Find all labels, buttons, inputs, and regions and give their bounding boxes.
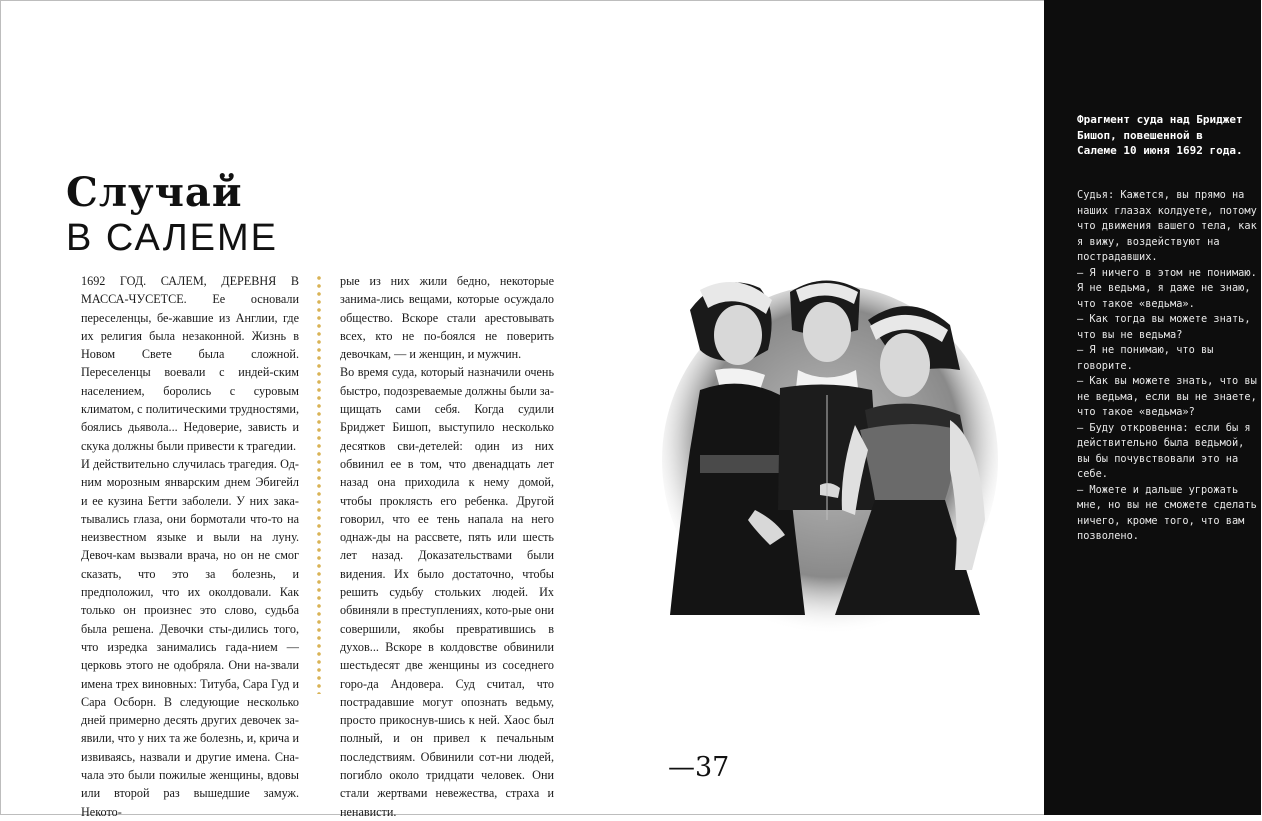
page-title xyxy=(66,170,278,260)
sidebar-heading: Фрагмент суда над Бриджет Бишоп, повешенной в Салеме 10 июня 1692 года. xyxy=(1077,113,1243,158)
page-number: —37 xyxy=(668,752,730,783)
column2-paragraph-2: Во время суда, который назначили очень быстро, подозреваемые должны были за-щищать сами себя. Когда судили Бриджет Бишоп, выступило несколько десятков сви-детелей: один из них обвинил ее в том, что двенадцать лет назад она приходила к нему домой, чтобы проклясть его ребенка. Другой говорил, что ее тень напала на него однаж-ды на рассвете, пять или шесть лет назад. Доказательствами были видения. Их было достаточно, чтобы решить судьбу стольких людей. Их обвиняли в преступлениях, кото-рые они совершили, якобы превратившись в духов... Вскоре в колдовстве обвинили шестьдесят две женщины из соседнего горо-да Андовера. Суд считал, что пострадавшие могут опознать ведьму, просто прикоснув-шись к ней. Хаос был полный, и он привел к печальным последствиям. Обвинили сот-ни людей, погибло около тридцати человек. Они стали жертвами невежества, страха и ненависти. xyxy=(340,365,554,819)
title-line-2: В САЛЕМЕ xyxy=(66,217,278,259)
title-line-1: Случай xyxy=(66,169,243,216)
sidebar-dialogue xyxy=(1077,188,1257,545)
column1-paragraph-1: 1692 ГОД. САЛЕМ, ДЕРЕВНЯ В МАССА-ЧУСЕТСЕ. Ее основали переселенцы, бе-жавшие из Англии, где их религия была незаконной. Жизнь в Новом Свете была сложной. Переселенцы воевали с индей-ским населением, боролись с суровым климатом, с политическими трудностями, боялись дьявола... Недоверие, зависть и скука должны были привести к трагедии. xyxy=(81,274,299,453)
trial-excerpt-sidebar xyxy=(1044,0,1261,815)
column-divider xyxy=(315,274,323,694)
dialogue-line: — Я не понимаю, что вы говорите. xyxy=(1077,344,1214,372)
column1-paragraph-2: И действительно случилась трагедия. Од-ним морозным январским днем Эбигейл и ее кузина Бетти заболели. У них зака-тывались глаза, они бормотали что-то на неизвестном языке и выли на луну. Девоч-кам вызвали врача, но он не смог сказать, что это за болезнь, и предположил, что их околдовали. Как только он произнес это слово, судьба была решена. Девочки сты-дились того, что изредка занимались гада-нием — церковь этого не одобряла. Они на-звали имена трех виновных: Титуба, Сара Гуд и Сара Осборн. В следующие несколько дней примерно десять других девочек за-явили, что у них та же болезнь, и, крича и извиваясь, назвали и другие имена. Сна-чала это были пожилые женщины, вдовы или второй раз вышедшие замуж. Некото- xyxy=(81,456,300,819)
column2-paragraph-1: рые из них жили бедно, некоторые занима-лись вещами, которые осуждало общество. Вскоре стали арестовывать всех, кто не по-боялся не поверить девочкам, — и женщин, и мужчин. xyxy=(340,274,554,362)
text-column-2 xyxy=(340,272,554,821)
dialogue-line: — Как тогда вы можете знать, что вы не ведьма? xyxy=(1077,313,1251,341)
text-column-1 xyxy=(81,272,299,821)
dialogue-line: — Я ничего в этом не понимаю. Я не ведьма, я даже не знаю, что такое «ведьма». xyxy=(1077,266,1257,310)
dialogue-line: — Можете и дальше угрожать мне, но вы не сможете сделать ничего, кроме того, что вам позволено. xyxy=(1077,483,1257,542)
dialogue-line: — Как вы можете знать, что вы не ведьма, если вы не знаете, что такое «ведьма»? xyxy=(1077,375,1257,418)
three-girls-illustration xyxy=(660,270,998,640)
dialogue-line: — Буду откровенна: если бы я действительно была ведьмой, вы бы почувствовали это на себе. xyxy=(1077,421,1251,480)
dialogue-line: Судья: Кажется, вы прямо на наших глазах колдуете, потому что движения вашего тела, как я вижу, воздействуют на пострадавших. xyxy=(1077,189,1257,263)
